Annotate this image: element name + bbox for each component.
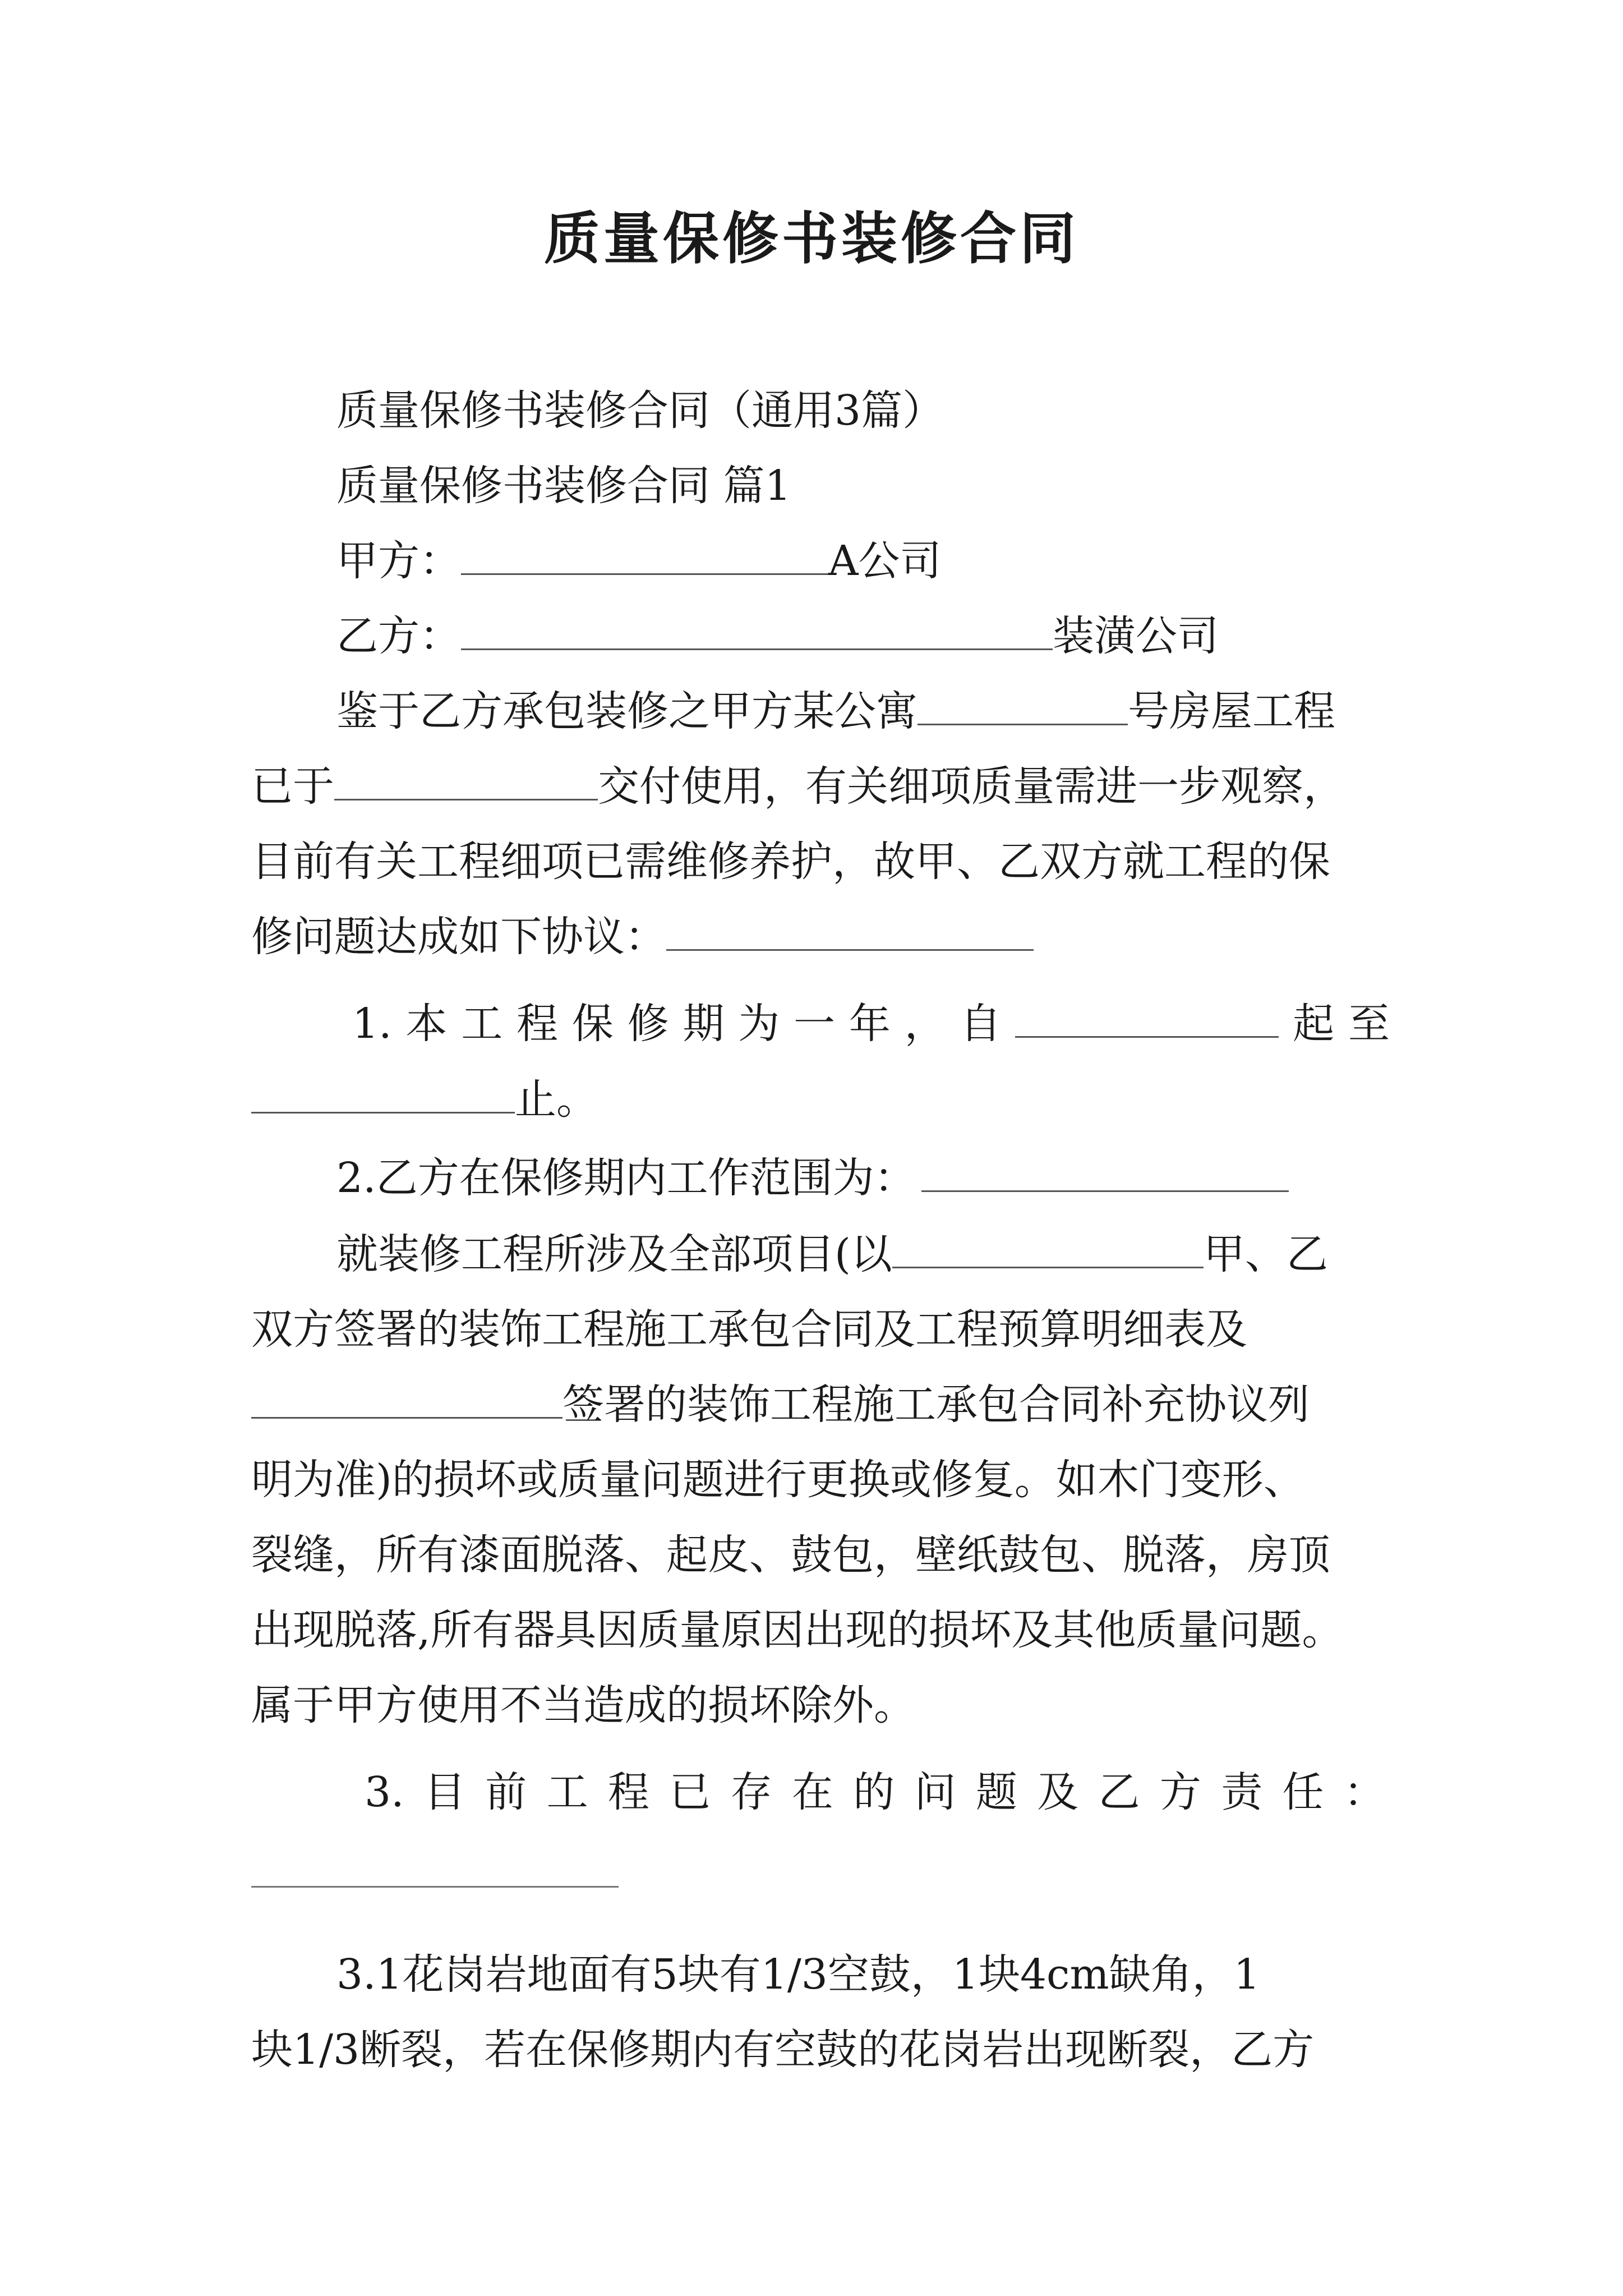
para2-l1-text-b: 甲、乙 — [1203, 1230, 1328, 1278]
item3-char: 3. — [365, 1768, 404, 1816]
item1-char: 期 — [683, 1000, 725, 1048]
item1-char: 至 — [1348, 1000, 1390, 1048]
para1-line1 — [336, 683, 1390, 739]
para2-l3-text: 签署的装饰工程施工承包合同补充协议列 — [562, 1381, 1310, 1429]
para1-line4 — [251, 909, 1390, 965]
item3-char: 工 — [546, 1768, 588, 1816]
party-b-name: 装潢公司 — [1053, 612, 1219, 660]
item3-char: ： — [1343, 1768, 1385, 1816]
item3-char: 程 — [607, 1768, 649, 1816]
item31-line1: 3.1花岗岩地面有5块有1/3空鼓，1块4cm缺角，1 — [336, 1950, 1260, 1999]
item1-char: 1. — [352, 1000, 392, 1048]
para1-l2-text-b: 交付使用，有关细项质量需进一步观察， — [598, 762, 1345, 811]
para2-line6: 出现脱落,所有器具因质量原因出现的损坏及其他质量问题。 — [251, 1606, 1344, 1654]
item1-char: 自 — [960, 1000, 1002, 1048]
item3-char: 的 — [853, 1768, 895, 1816]
item3-char: 题 — [975, 1768, 1017, 1816]
item1-line1 — [352, 996, 1390, 1052]
item31-line2: 块1/3断裂，若在保修期内有空鼓的花岗岩出现断裂，乙方 — [251, 2026, 1315, 2074]
para1-text-b: 号房屋工程 — [1128, 687, 1335, 735]
para2-line4: 明为准)的损坏或质量问题进行更换或修复。如木门变形、 — [251, 1456, 1305, 1504]
para2-line7: 属于甲方使用不当造成的损坏除外。 — [251, 1681, 915, 1729]
party-b-label: 乙方： — [336, 612, 461, 660]
item2-text: 2.乙方在保修期内工作范围为： — [336, 1154, 916, 1202]
work-scope-blank — [921, 1151, 1289, 1192]
item1-char: 保 — [571, 1000, 614, 1048]
agreement-blank — [666, 910, 1034, 951]
document-title: 质量保修书装修合同 — [544, 205, 1079, 272]
para2-line3 — [251, 1377, 1390, 1433]
item1-char: 本 — [405, 1000, 448, 1048]
contract-date-blank — [892, 1227, 1204, 1268]
apartment-number-blank — [917, 684, 1128, 725]
delivery-date-blank — [334, 760, 598, 800]
subtitle: 质量保修书装修合同（通用3篇） — [336, 386, 944, 435]
party-a-name: A公司 — [828, 537, 942, 585]
item1-char: 程 — [517, 1000, 559, 1048]
party-a-line — [336, 533, 1475, 589]
para2-line5: 裂缝，所有漆面脱落、起皮、鼓包，壁纸鼓包、脱落，房顶 — [251, 1531, 1330, 1579]
para1-text-a: 鉴于乙方承包装修之甲方某公寓 — [336, 687, 917, 735]
item1-line2 — [251, 1071, 1390, 1128]
item3-char: 及 — [1037, 1768, 1079, 1816]
item3-char: 存 — [730, 1768, 772, 1816]
para2-line1 — [336, 1226, 1390, 1282]
existing-issues-blank — [251, 1886, 619, 1888]
item2-line — [336, 1150, 1475, 1206]
item3-char: 在 — [791, 1768, 833, 1816]
item1-char: 修 — [627, 1000, 669, 1048]
party-b-blank — [461, 609, 1053, 650]
item1-char: 工 — [461, 1000, 503, 1048]
warranty-end-blank — [251, 1073, 515, 1114]
item3-char: 方 — [1159, 1768, 1201, 1816]
item1-char: ， — [904, 1000, 946, 1048]
item3-char: 目 — [423, 1768, 465, 1816]
para1-l2-text-a: 已于 — [251, 762, 334, 811]
para1-l4-text: 修问题达成如下协议： — [251, 913, 666, 961]
warranty-start-blank — [1015, 997, 1279, 1038]
item3-line — [365, 1764, 1385, 1820]
para2-l1-text-a: 就装修工程所涉及全部项目(以 — [336, 1230, 892, 1278]
item1-char: 一 — [794, 1000, 836, 1048]
para1-line3: 目前有关工程细项已需维修养护，故甲、乙双方就工程的保 — [251, 838, 1330, 886]
item3-char: 乙 — [1098, 1768, 1140, 1816]
item3-char: 问 — [914, 1768, 956, 1816]
item3-char: 任 — [1282, 1768, 1324, 1816]
item1-char: 为 — [738, 1000, 780, 1048]
item3-char: 前 — [485, 1768, 527, 1816]
item3-char: 责 — [1221, 1768, 1263, 1816]
supplement-date-blank — [251, 1378, 562, 1419]
para2-line2: 双方签署的装饰工程施工承包合同及工程预算明细表及 — [251, 1305, 1247, 1354]
party-a-label: 甲方： — [336, 537, 461, 585]
party-a-blank — [461, 534, 828, 575]
item1-char: 年 — [849, 1000, 891, 1048]
item1-char: 起 — [1293, 1000, 1335, 1048]
party-b-line — [336, 608, 1475, 664]
item1-l2-text: 止。 — [515, 1075, 598, 1124]
para1-line2 — [251, 758, 1390, 815]
item3-char: 已 — [669, 1768, 711, 1816]
section-heading: 质量保修书装修合同 篇1 — [336, 462, 791, 510]
